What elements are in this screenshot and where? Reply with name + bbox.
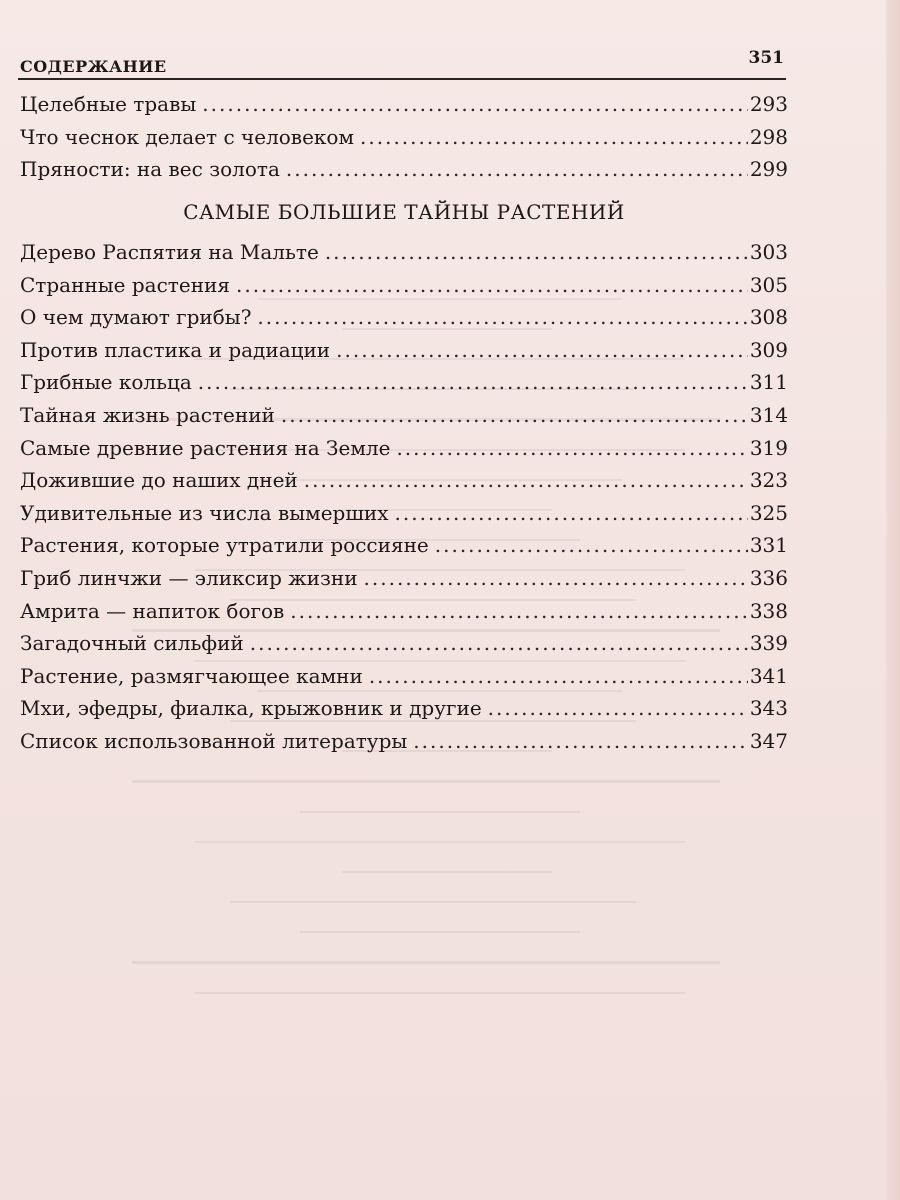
page-number: 351: [748, 48, 784, 68]
toc-entry-title: Что чеснок делает с человеком: [20, 124, 355, 149]
toc-entry-title: Пряности: на вес золота: [20, 157, 280, 182]
toc-entry-title: Амрита — напиток богов: [20, 598, 285, 623]
toc-entry-title: О чем думают грибы?: [20, 305, 252, 330]
toc-entry: [20, 399, 788, 432]
toc-entry-title: Гриб линчжи — эликсир жизни: [20, 565, 358, 590]
dot-leader: [369, 660, 748, 692]
toc-entry: [20, 301, 788, 334]
toc-entry-title: Список использованной литературы: [20, 728, 408, 753]
toc-entry-page: 341: [749, 663, 788, 688]
dot-leader: [336, 334, 748, 366]
toc-entry: [20, 153, 788, 186]
dot-leader: [290, 595, 748, 627]
toc-entry-page: 309: [749, 337, 788, 362]
dot-leader: [281, 399, 748, 431]
toc-entry: [20, 497, 788, 530]
toc-entry: [20, 562, 788, 595]
toc-entry-page: 299: [749, 157, 788, 182]
dot-leader: [413, 725, 748, 757]
toc-entry: [20, 236, 788, 269]
toc-entry-page: 311: [749, 370, 788, 395]
toc-entry-title: Тайная жизнь растений: [20, 402, 275, 427]
toc-entry-title: Загадочный сильфий: [20, 631, 244, 656]
toc-entry-page: 323: [749, 468, 788, 493]
dot-leader: [488, 692, 748, 724]
toc-entry-title: Дерево Распятия на Мальте: [20, 240, 319, 264]
toc-entry: [20, 334, 788, 367]
toc-entry-page: 338: [749, 598, 788, 623]
toc-entry-title: Мхи, эфедры, фиалка, крыжовник и другие: [20, 696, 482, 721]
toc-entry-page: 314: [749, 402, 788, 427]
dot-leader: [395, 497, 748, 529]
toc-entry: [20, 366, 788, 399]
toc-entry-page: 308: [749, 305, 788, 330]
toc-entry-title: Самые древние растения на Земле: [20, 435, 391, 460]
toc-entry-title: Удивительные из числа вымерших: [20, 500, 389, 525]
toc-list-part1: [20, 88, 788, 186]
toc-entry-page: 298: [749, 124, 788, 149]
dot-leader: [364, 562, 748, 594]
section-name: СОДЕРЖАНИЕ: [20, 57, 167, 76]
toc-entry: [20, 121, 788, 154]
dot-leader: [202, 88, 748, 120]
toc-entry-page: 293: [749, 92, 788, 116]
toc-entry-title: Грибные кольца: [20, 370, 192, 395]
section-heading: САМЫЕ БОЛЬШИЕ ТАЙНЫ РАСТЕНИЙ: [183, 200, 625, 224]
dot-leader: [257, 301, 747, 333]
toc-entry-title: Растение, размягчающее камни: [20, 663, 363, 688]
toc-entry-page: 319: [749, 435, 788, 460]
toc-entry-page: 303: [749, 240, 788, 264]
toc-entry: [20, 269, 788, 302]
dot-leader: [325, 236, 748, 268]
toc-entry: [20, 529, 788, 562]
dot-leader: [435, 529, 748, 561]
dot-leader: [396, 432, 747, 464]
dot-leader: [198, 366, 748, 398]
toc-entry: [20, 464, 788, 497]
toc-entry-title: Дожившие до наших дней: [20, 468, 298, 493]
toc-entry: [20, 432, 788, 465]
toc-entry-title: Растения, которые утратили россияне: [20, 533, 429, 558]
toc-entry: [20, 692, 788, 725]
toc-entry-title: Странные растения: [20, 272, 230, 297]
running-head: [18, 48, 786, 80]
dot-leader: [360, 121, 748, 153]
page-edge: [886, 0, 900, 1200]
dot-leader: [236, 269, 748, 301]
toc-entry: [20, 660, 788, 693]
toc-entry-page: 339: [749, 631, 788, 656]
toc-entry: [20, 595, 788, 628]
toc-entry: [20, 627, 788, 660]
toc-entry-page: 336: [749, 565, 788, 590]
dot-leader: [304, 464, 748, 496]
toc-entry-title: Целебные травы: [20, 92, 197, 116]
toc-entry-title: Против пластика и радиации: [20, 337, 331, 362]
toc-entry-page: 325: [749, 500, 788, 525]
toc-list-part2: [20, 236, 788, 758]
toc-entry-page: 347: [749, 728, 788, 753]
toc-entry-page: 343: [749, 696, 788, 721]
dot-leader: [250, 627, 748, 659]
toc-entry: [20, 725, 788, 758]
toc-entry: [20, 88, 788, 121]
toc-entry-page: 305: [749, 272, 788, 297]
toc-entry-page: 331: [749, 533, 788, 558]
dot-leader: [286, 153, 748, 185]
